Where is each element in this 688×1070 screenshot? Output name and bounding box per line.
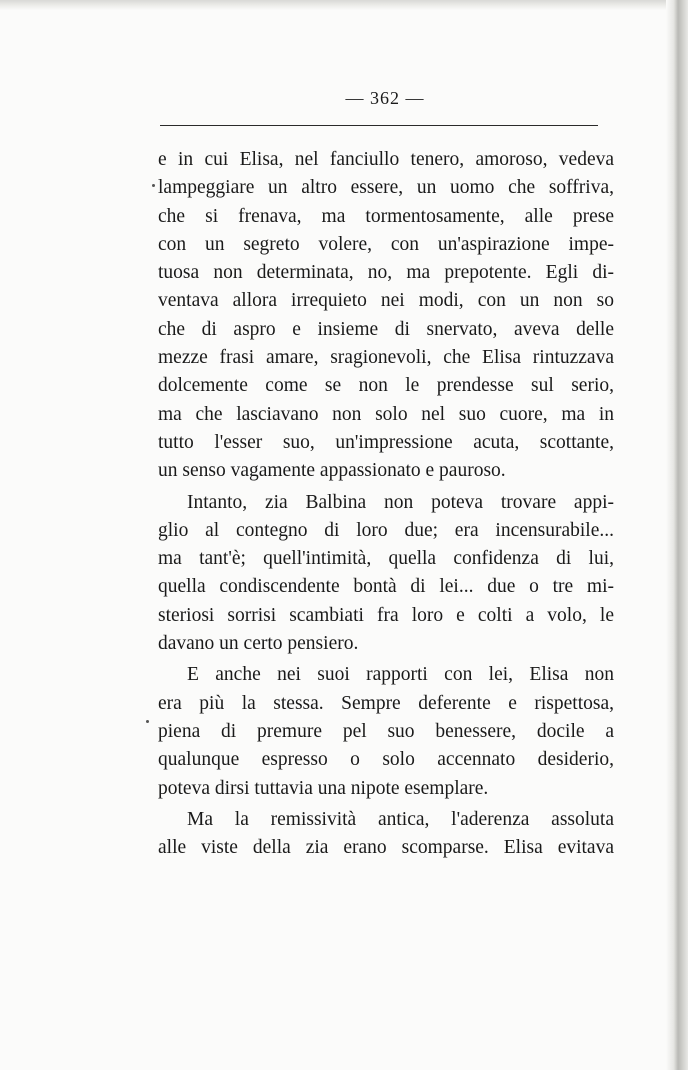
text-line: glio al contegno di loro due; era incensurabile... [158,519,614,541]
text-line: che di aspro e insieme di snervato, aveva delle [158,318,614,340]
text-line: poteva dirsi tuttavia una nipote esemplare. [158,777,489,799]
text-line: quella condiscendente bontà di lei... due o tre mi- [158,576,614,598]
header-rule [160,125,598,126]
text-line: che si frenava, ma tormentosamente, alle prese [158,205,614,227]
paragraph [158,146,614,486]
paragraph [158,489,614,659]
text-line: ma tant'è; quell'intimità, quella confidenza di lui, [158,548,614,570]
ink-speck [146,720,149,723]
text-line: era più la stessa. Sempre deferente e rispettosa, [158,692,614,714]
text-line: E anche nei suoi rapporti con lei, Elisa non [187,664,614,686]
text-line: ventava allora irrequieto nei modi, con un non so [158,290,614,312]
text-line: steriosi sorrisi scambiati fra loro e colti a volo, le [158,604,614,626]
paragraph [158,661,614,802]
text-line: Intanto, zia Balbina non poteva trovare appi- [187,491,614,513]
text-line: qualunque espresso o solo accennato desiderio, [158,749,614,771]
text-line: dolcemente come se non le prendesse sul serio, [158,375,614,397]
text-line: lampeggiare un altro essere, un uomo che soffriva, [158,177,614,199]
ink-speck [152,184,155,187]
text-line: Ma la remissività antica, l'aderenza assoluta [187,808,614,830]
paragraph [158,806,614,863]
text-line: ma che lasciavano non solo nel suo cuore, ma in [158,403,614,425]
text-line: e in cui Elisa, nel fanciullo tenero, amoroso, vedeva [158,149,614,170]
binding-shadow [666,0,688,1070]
text-line: con un segreto volere, con un'aspirazione impe- [158,233,614,255]
text-line: piena di premure pel suo benessere, docile a [158,720,614,742]
text-line: tutto l'esser suo, un'impressione acuta, scottante, [158,431,614,453]
text-line: alle viste della zia erano scomparse. Elisa evitava [158,837,614,859]
text-line: davano un certo pensiero. [158,633,359,655]
text-line: un senso vagamente appassionato e pauroso. [158,460,506,482]
text-line: mezze frasi amare, sragionevoli, che Elisa rintuzzava [158,347,614,369]
text-line: tuosa non determinata, no, ma prepotente. Egli di- [158,262,614,284]
body-text [158,146,614,862]
page-top-edge [0,0,668,10]
page-number: — 362 — [345,88,425,108]
